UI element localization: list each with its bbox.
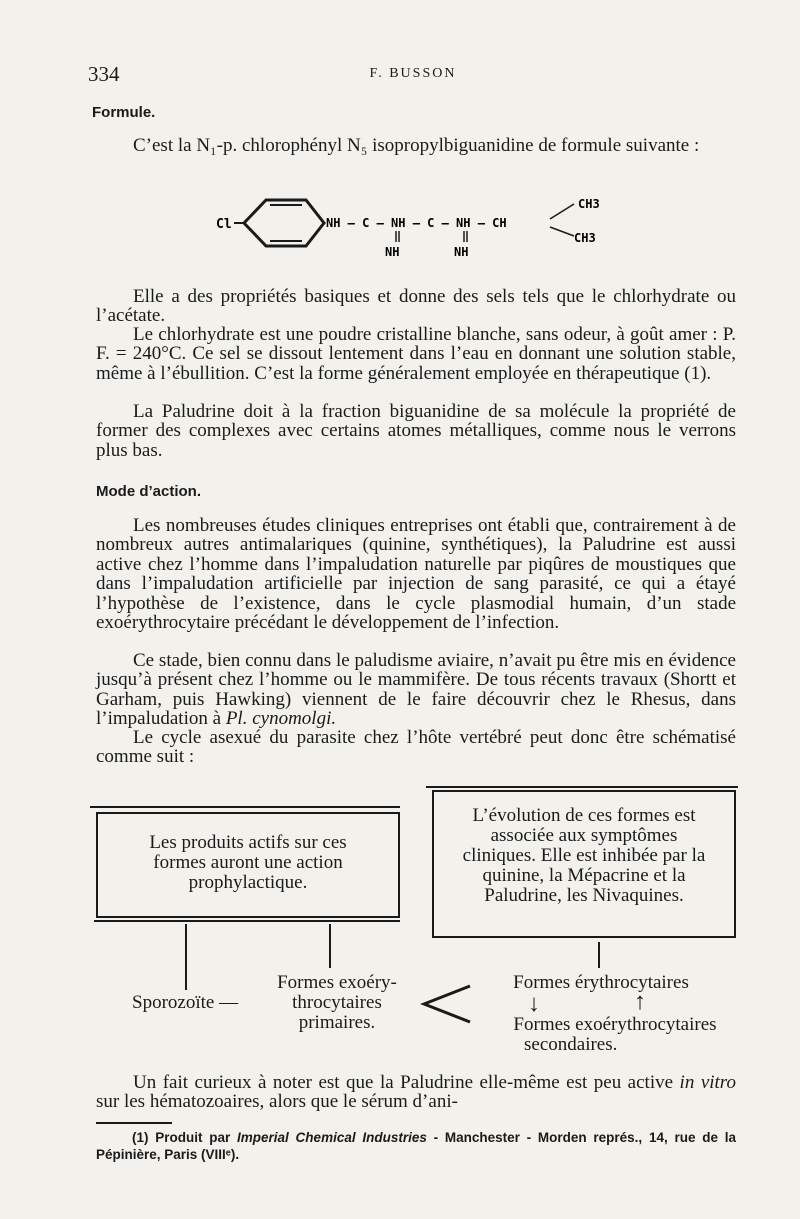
footnote-company: Imperial Chemical Industries (237, 1130, 427, 1145)
closing-text-1: Un fait curieux à noter est que la Paludrine elle-même est peu active (133, 1072, 680, 1093)
chemical-formula (200, 190, 640, 270)
connector-right (598, 942, 600, 968)
formule-paragraph-2: Le chlorhydrate est une poudre cristalline blanche, sans odeur, à goût amer : P. F. = 240°C. Ce sel se dissout lentement dans l’eau en donnant une solution stable, même à l’ébullition. C’est la forme généralement employée en thérapeutique (1). (96, 324, 736, 384)
formula-nh-2: NH (454, 245, 469, 259)
connector-middle (329, 924, 331, 968)
formula-ch3-bottom: CH3 (574, 231, 596, 245)
secondary-forms-line-1: Formes exoérythrocytaires (513, 1014, 717, 1035)
mode-action-paragraph-3: Le cycle asexué du parasite chez l’hôte vertébré peut donc être schématisé comme suit : (96, 727, 736, 768)
formula-nh-1: NH (385, 245, 400, 259)
erythrocytic-forms-label: Formes érythrocytaires (513, 972, 689, 993)
box-prophylactic (96, 812, 400, 918)
schema-rule-left-bottom (94, 920, 400, 922)
connector-left (185, 924, 187, 990)
footnote-rule (96, 1122, 172, 1124)
section-heading-formule: Formule. (92, 104, 156, 121)
closing-text-2: sur les hématozoaires, alors que le sérum d’ani- (96, 1091, 458, 1113)
arrow-down-icon: ↓ (528, 991, 540, 1017)
primary-forms-line-1: Formes exoéry- (277, 972, 397, 993)
box-clinical-text: L’évolution de ces formes est associée aux symptômes cliniques. Elle est inhibée par la quinine, la Mépacrine et la Paludrine, les Nivaquines. (462, 805, 706, 906)
branch-symbol (420, 984, 474, 1024)
footnote-rest: - Manchester - Morden représ., 14, rue de la Pépinière, Paris (VIIIᵉ). (96, 1130, 736, 1162)
schema-rule-right (426, 786, 738, 788)
species-name: Pl. cynomolgi. (225, 708, 337, 730)
formula-diagram (200, 190, 640, 270)
formula-cl: Cl (216, 217, 232, 232)
box-clinical (432, 790, 736, 938)
formula-chain: NH — C — NH — C — NH — CH (326, 216, 507, 230)
formule-paragraph-1: Elle a des propriétés basiques et donne des sels tels que le chlorhydrate ou l’acétate. (96, 286, 736, 327)
formula-ch3-top: CH3 (578, 197, 600, 211)
section-heading-mode-action: Mode d’action. (96, 483, 201, 500)
mode-action-paragraph-1: Les nombreuses études cliniques entreprises ont établi que, contrairement à de nombreux autres antimalariques (quinine, synthétiques), la Paludrine est aussi active chez l’homme dans l’impaludation naturelle par piqûres de moustiques que dans l’impaludation artificielle par injection de sang parasité, ce qui a étayé l’hypothèse de l’existence, dans le cycle plasmodial humain, d’un stade exoérythrocytaire précédant le développement de l’infection. (96, 515, 736, 634)
benzene-ring (244, 200, 324, 246)
primary-forms-line-2: throcytaires (292, 992, 382, 1013)
secondary-forms-line-2: secondaires. (524, 1034, 618, 1055)
footnote (96, 1129, 736, 1163)
formule-intro: C’est la N₁-p. chlorophényl N₅ isopropylbiguanidine de formule suivante : (133, 135, 700, 156)
mode-action-paragraph-2-text: Ce stade, bien connu dans le paludisme aviaire, n’avait pu être mis en évidence jusqu’à présent chez l’homme ou le mammifère. De tous récents travaux (Shortt et Garham, puis Hawking) viennent de le faire découvrir chez le Rhesus, dans l’impaludation à (96, 650, 736, 730)
closing-paragraph (96, 1073, 736, 1112)
footnote-marker: (1) Produit par (132, 1130, 238, 1145)
formule-paragraph-3: La Paludrine doit à la fraction biguanidine de sa molécule la propriété de former des complexes avec certains atomes métalliques, comme nous le verrons plus bas. (96, 401, 736, 461)
sporozoite-label: Sporozoïte — (132, 992, 239, 1013)
mode-action-paragraph-2 (96, 651, 736, 729)
arrow-up-icon: ↑ (634, 989, 646, 1015)
page-number: 334 (88, 62, 120, 86)
primary-forms (262, 973, 412, 1033)
closing-italic: in vitro (679, 1072, 736, 1093)
schema-rule-left (90, 806, 400, 808)
secondary-forms (490, 1015, 740, 1055)
running-title: F. BUSSON (369, 66, 457, 81)
primary-forms-line-3: primaires. (298, 1012, 376, 1033)
running-head (88, 62, 738, 86)
box-prophylactic-text: Les produits actifs sur ces formes auront une action prophylactique. (149, 832, 347, 893)
